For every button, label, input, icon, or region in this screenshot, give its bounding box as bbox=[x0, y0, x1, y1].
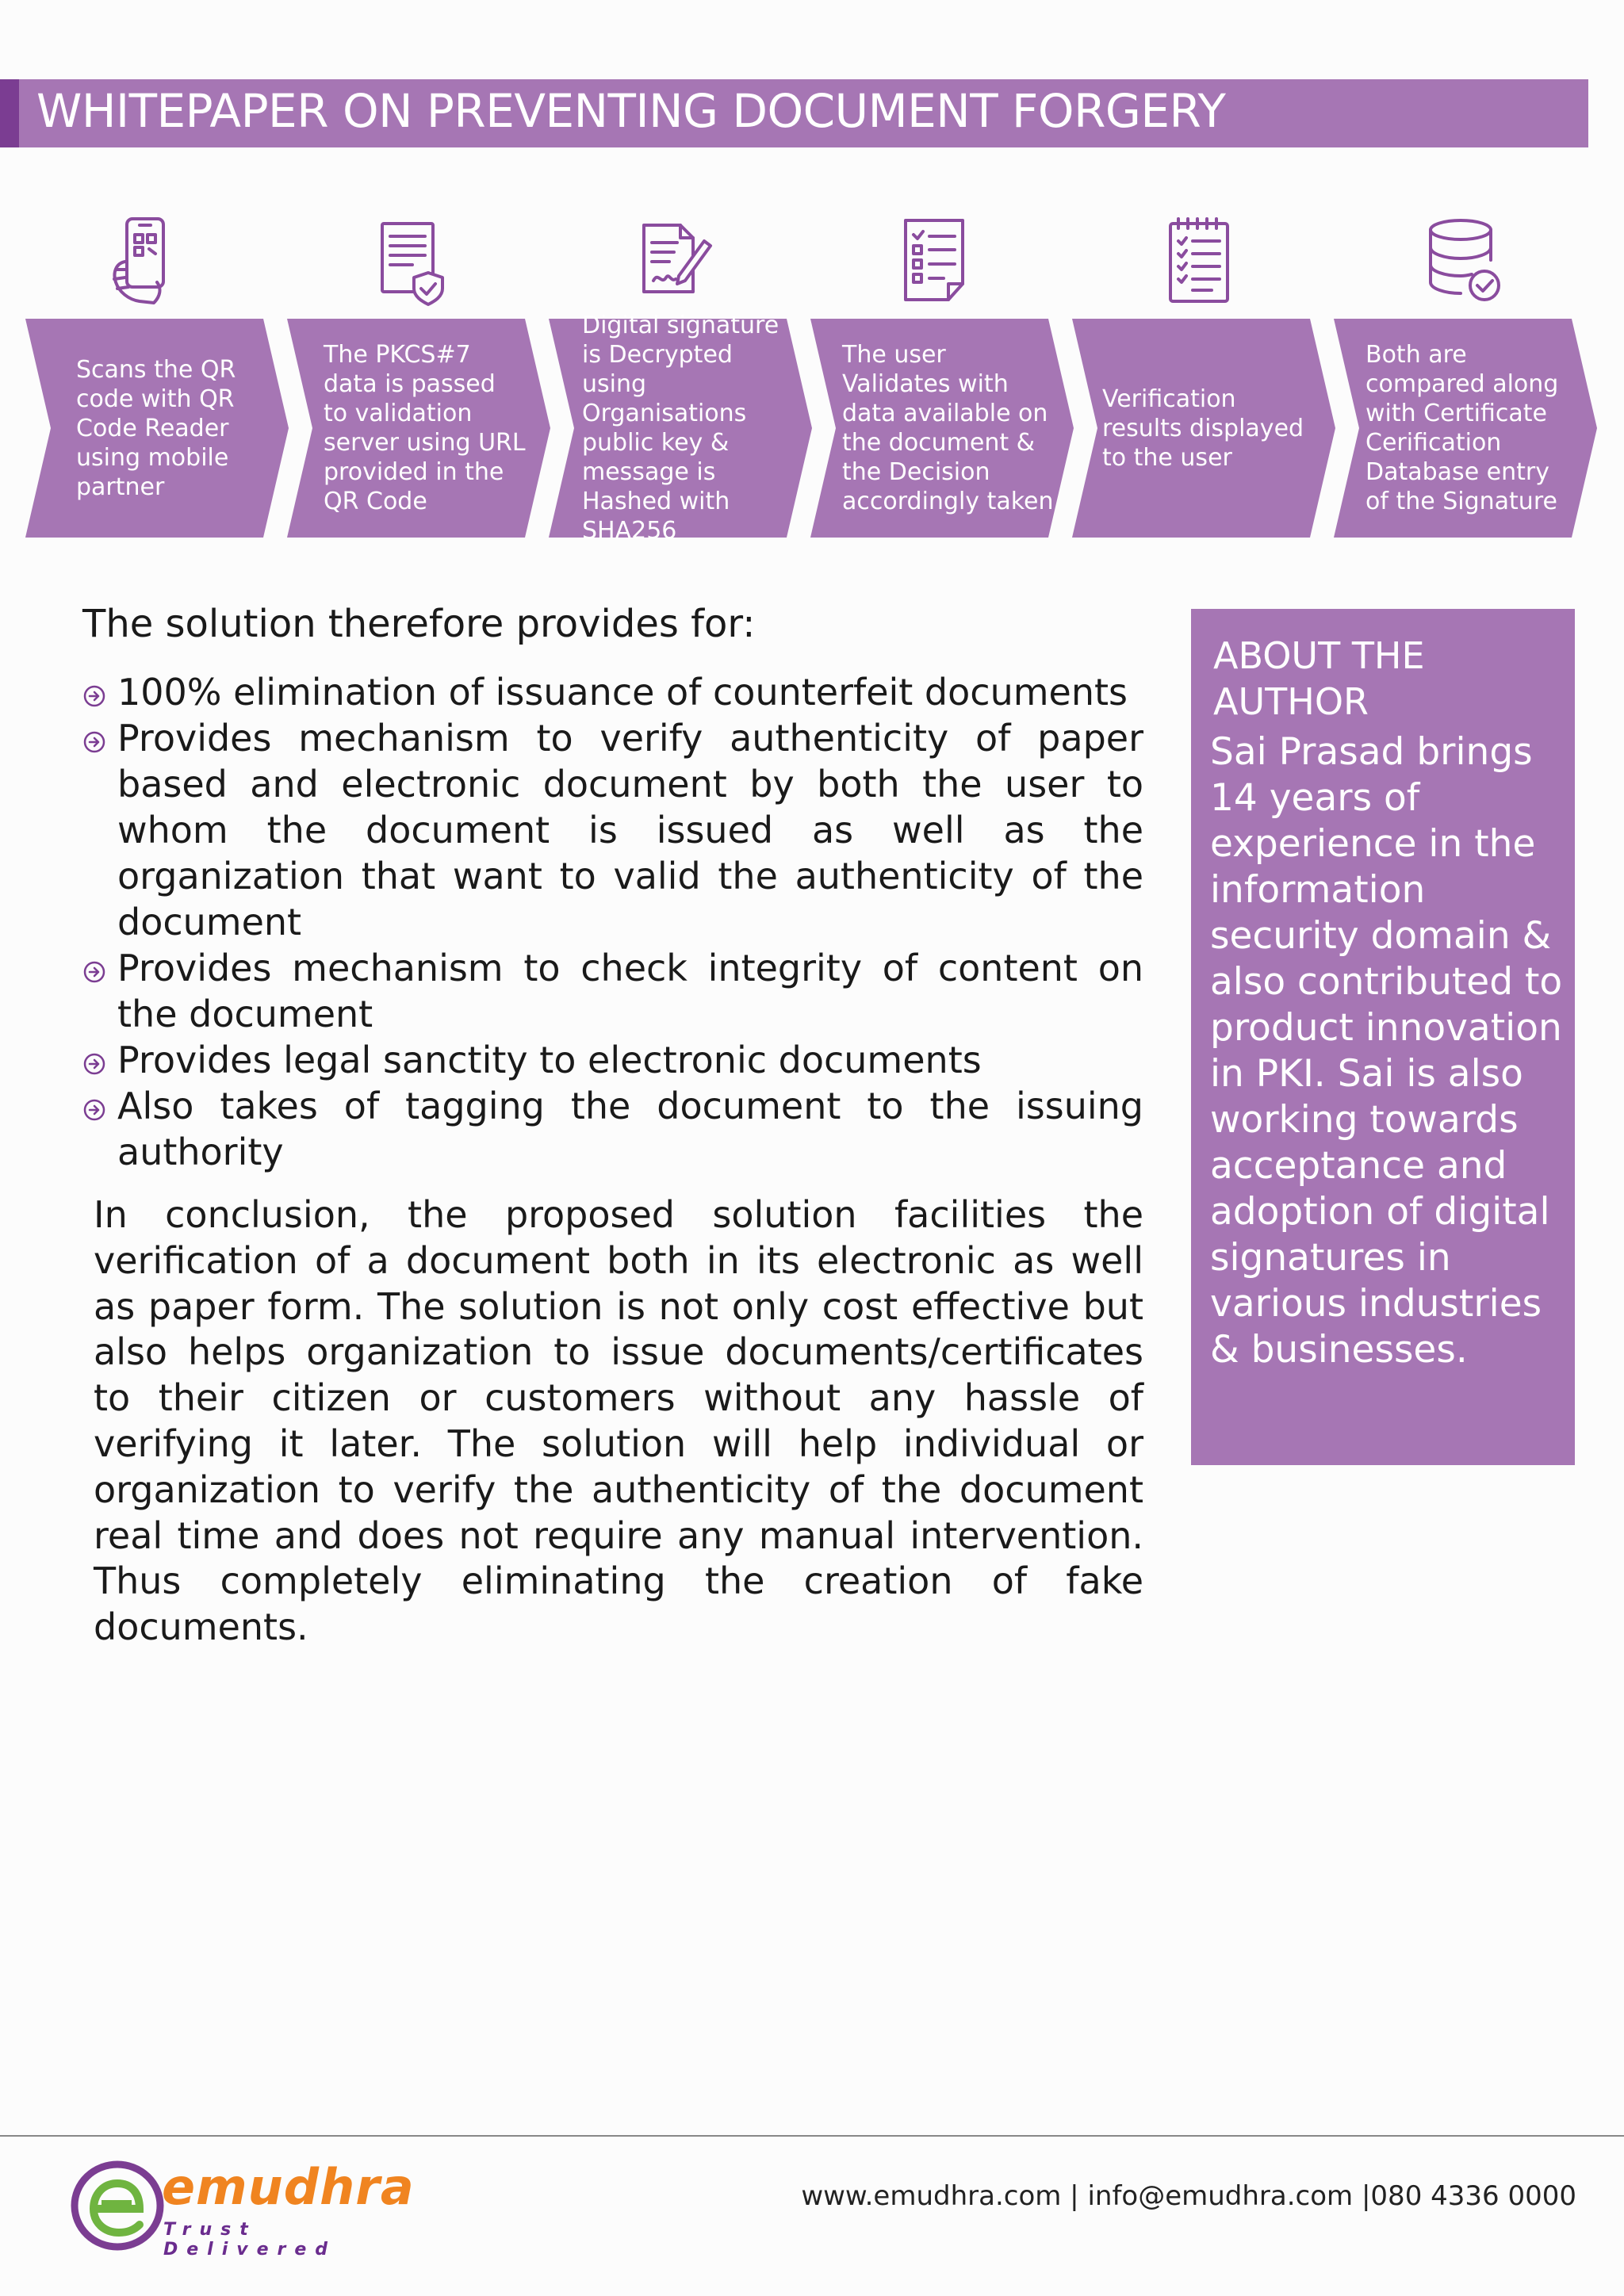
arrow-circle-icon bbox=[82, 1052, 106, 1076]
process-step-5 bbox=[1072, 319, 1335, 538]
database-check-icon bbox=[1424, 214, 1503, 309]
process-step-2 bbox=[287, 319, 550, 538]
title-banner bbox=[0, 79, 1588, 147]
list-item bbox=[82, 945, 1143, 1037]
phone-qr-scan-icon bbox=[105, 214, 184, 309]
main-content bbox=[82, 601, 1143, 1651]
document-signature-icon bbox=[634, 214, 714, 309]
arrow-circle-icon bbox=[82, 960, 106, 984]
list-item bbox=[82, 1037, 1143, 1083]
list-item-text: 100% elimination of issuance of counterfeit documents bbox=[117, 671, 1128, 714]
process-step-1 bbox=[25, 319, 289, 538]
about-author-heading: ABOUT THE AUTHOR bbox=[1213, 634, 1425, 723]
brand-tagline: Trust Delivered bbox=[163, 2220, 337, 2260]
about-author-box bbox=[1191, 609, 1575, 1465]
list-item-text: Also takes of tagging the document to the issuing authority bbox=[117, 1085, 1143, 1173]
emudhra-logo bbox=[70, 2158, 415, 2260]
process-step-4 bbox=[810, 319, 1074, 538]
conclusion-paragraph: In conclusion, the proposed solution facilities the verification of a document both in its electronic as well as paper form. The solution is not only cost effective but also helps organization to issue documents/certificates to their citizen or customers without any hassle of verifying it later. The solution will help individual or organization to verify the authenticity of the document real time and does not require any manual intervention. Thus completely eliminating the creation of fake documents. bbox=[94, 1193, 1143, 1649]
process-step-text: Both are compared along with Certificate Cerification Database entry of the Signature bbox=[1365, 341, 1559, 515]
list-item-text: Provides legal sanctity to electronic documents bbox=[117, 1039, 982, 1081]
list-item bbox=[82, 715, 1143, 945]
list-item-text: Provides mechanism to check integrity of content on the document bbox=[117, 947, 1143, 1035]
arrow-circle-icon bbox=[82, 684, 106, 708]
page-title: WHITEPAPER ON PREVENTING DOCUMENT FORGERY bbox=[36, 84, 1226, 138]
process-step-3 bbox=[549, 312, 812, 545]
list-item bbox=[82, 669, 1143, 715]
author-bio: Sai Prasad brings 14 years of experience in the information security domain & also contributed to product innovation in PKI. Sai is also working towards acceptance and adoption of digital signatures in various industries & businesses. bbox=[1210, 730, 1563, 1372]
benefits-list bbox=[82, 669, 1143, 1175]
list-item-text: Provides mechanism to verify authenticity of paper based and electronic document by both the user to whom the document is issued as well as the organization that want to valid the authenticity of the document bbox=[117, 717, 1143, 943]
process-step-6 bbox=[1334, 319, 1597, 538]
arrow-circle-icon bbox=[82, 1098, 106, 1122]
process-step-text: Digital signature is Decrypted using Organisations public key & message is Hashed with SHA256 bbox=[582, 312, 779, 545]
footer-divider bbox=[0, 2135, 1624, 2137]
checklist-document-icon bbox=[896, 214, 975, 309]
process-step-text: Scans the QR code with QR Code Reader using mobile partner bbox=[76, 355, 236, 501]
process-step-text: Verification results displayed to the user bbox=[1102, 385, 1304, 472]
brand-name: emudhra bbox=[162, 2158, 415, 2216]
document-shield-icon bbox=[371, 214, 450, 309]
process-step-text: The user Validates with data available on the document & the Decision accordingly taken bbox=[842, 341, 1054, 515]
title-accent-strip bbox=[0, 79, 19, 147]
notepad-checklist-icon bbox=[1159, 214, 1239, 309]
emudhra-e-icon bbox=[70, 2158, 168, 2252]
footer-contact: www.emudhra.com | info@emudhra.com |080 4336 0000 bbox=[801, 2180, 1576, 2212]
process-step-text: The PKCS#7 data is passed to validation server using URL provided in the QR Code bbox=[324, 341, 526, 515]
list-item bbox=[82, 1083, 1143, 1175]
arrow-circle-icon bbox=[82, 730, 106, 754]
intro-text: The solution therefore provides for: bbox=[82, 602, 756, 646]
